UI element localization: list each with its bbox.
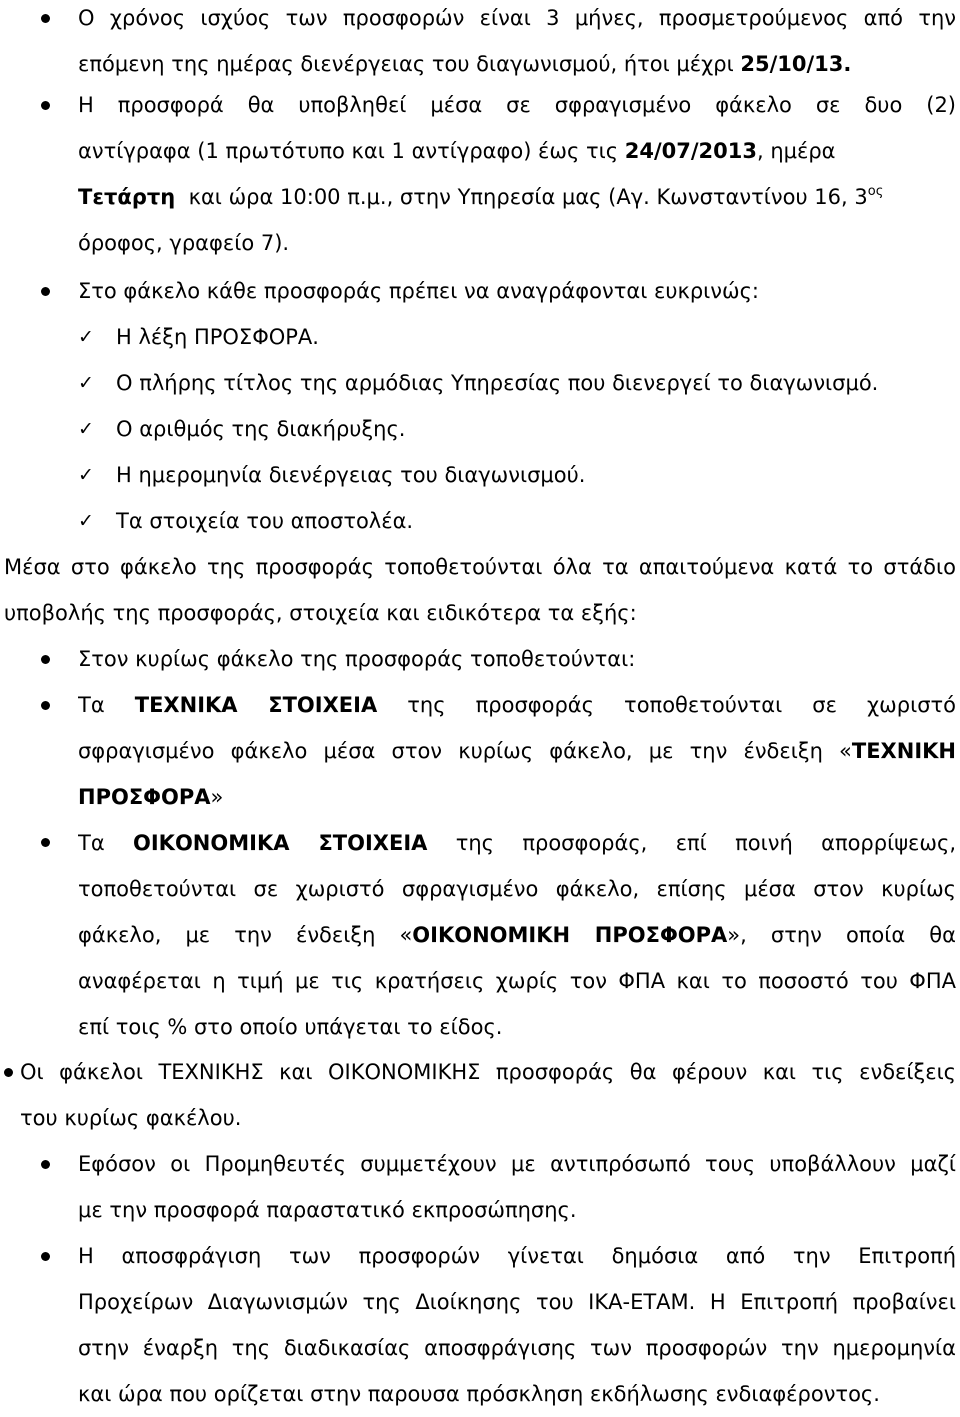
- opening-paragraph: [78, 1233, 956, 1417]
- financial-line-3: φάκελο, με την ένδειξη «ΟΙΚΟΝΟΜΙΚΗ ΠΡΟΣΦΟΡΑ», στην οποία θα: [78, 923, 956, 947]
- check-icon: ✓: [78, 372, 94, 394]
- bullet-icon: [4, 1068, 13, 1077]
- submission-line-1: Η προσφορά θα υποβληθεί μέσα σε σφραγισμένο φάκελο σε δυο (2): [78, 93, 956, 117]
- bullet-icon: [41, 287, 50, 296]
- check-icon: ✓: [78, 418, 94, 440]
- bullet-icon: [41, 701, 50, 710]
- envelopes-note-line-1: Οι φάκελοι ΤΕΧΝΙΚΗΣ και ΟΙΚΟΝΟΜΙΚΗΣ προσφοράς θα φέρουν και τις ενδείξεις: [20, 1060, 956, 1084]
- financial-heading: ΟΙΚΟΝΟΜΙΚΑ ΣΤΟΙΧΕΙΑ: [133, 831, 428, 855]
- bullet-icon: [41, 101, 50, 110]
- technical-paragraph: [78, 682, 956, 820]
- envelopes-note-paragraph: [20, 1049, 956, 1141]
- financial-line-2: τοποθετούνται σε χωριστό σφραγισμένο φάκελο, επίσης μέσα στον κυρίως: [78, 877, 956, 901]
- check-icon: ✓: [78, 464, 94, 486]
- submission-line-3: Τετάρτη και ώρα 10:00 π.μ., στην Υπηρεσία μας (Αγ. Κωνσταντίνου 16, $3^{o\varsigma}$: [78, 184, 884, 209]
- envelope-label-paragraph: [78, 268, 956, 314]
- checklist-item: Η ημερομηνία διενέργειας του διαγωνισμού.: [116, 463, 586, 487]
- bullet-icon: [41, 838, 50, 847]
- checklist-item: Ο αριθμός της διακήρυξης.: [116, 417, 406, 441]
- technical-line-1: Τα ΤΕΧΝΙΚΑ ΣΤΟΙΧΕΙΑ της προσφοράς τοποθετούνται σε χωριστό: [78, 693, 956, 717]
- bullet-icon: [41, 14, 50, 23]
- contents-line-1: Μέσα στο φάκελο της προσφοράς τοποθετούνται όλα τα απαιτούμενα κατά το στάδιο: [4, 555, 956, 579]
- submission-line-4: όροφος, γραφείο 7).: [78, 231, 290, 255]
- contents-paragraph: [4, 544, 956, 636]
- representative-line-2: με την προσφορά παραστατικό εκπροσώπησης.: [78, 1198, 577, 1222]
- opening-line-4: και ώρα που ορίζεται στην παρουσα πρόσκληση εκδήλωσης ενδιαφέροντος.: [78, 1382, 880, 1406]
- submission-line-2: αντίγραφα (1 πρωτότυπο και 1 αντίγραφο) έως τις 24/07/2013, ημέρα: [78, 139, 836, 163]
- financial-paragraph: [78, 820, 956, 1050]
- bullet-icon: [41, 1160, 50, 1169]
- validity-line-2: επόμενη της ημέρας διενέργειας του διαγωνισμού, ήτοι μέχρι 25/10/13.: [78, 52, 852, 76]
- check-icon: ✓: [78, 326, 94, 348]
- representative-paragraph: [78, 1141, 956, 1233]
- validity-line-1: Ο χρόνος ισχύος των προσφορών είναι 3 μήνες, προσμετρούμενος από την: [78, 6, 956, 30]
- financial-line-4: αναφέρεται η τιμή με τις κρατήσεις χωρίς τον ΦΠΑ και το ποσοστό του ΦΠΑ: [78, 969, 956, 993]
- main-envelope-paragraph: [78, 636, 956, 682]
- financial-line-1: Τα ΟΙΚΟΝΟΜΙΚΑ ΣΤΟΙΧΕΙΑ της προσφοράς, επί ποινή απορρίψεως,: [78, 831, 956, 855]
- contents-line-2: υποβολής της προσφοράς, στοιχεία και ειδικότερα τα εξής:: [4, 601, 637, 625]
- technical-line-2: σφραγισμένο φάκελο μέσα στον κυρίως φάκελο, με την ένδειξη «ΤΕΧΝΙΚΗ: [78, 739, 956, 763]
- envelopes-note-line-2: του κυρίως φακέλου.: [20, 1106, 242, 1130]
- opening-line-2: Προχείρων Διαγωνισμών της Διοίκησης του ΙΚΑ-ΕΤΑΜ. Η Επιτροπή προβαίνει: [78, 1290, 956, 1314]
- validity-paragraph: [78, 0, 956, 87]
- checklist-item: Τα στοιχεία του αποστολέα.: [116, 509, 414, 533]
- envelope-label: Στο φάκελο κάθε προσφοράς πρέπει να αναγράφονται ευκρινώς:: [78, 279, 760, 303]
- technical-line-3: ΠΡΟΣΦΟΡΑ»: [78, 785, 224, 809]
- check-icon: ✓: [78, 510, 94, 532]
- submission-date: 24/07/2013: [624, 139, 757, 163]
- validity-date: 25/10/13.: [740, 52, 852, 76]
- financial-line-5: επί τοις % στο οποίο υπάγεται το είδος.: [78, 1015, 503, 1039]
- submission-day: Τετάρτη: [78, 185, 176, 209]
- bullet-icon: [41, 1252, 50, 1261]
- submission-paragraph: [78, 82, 956, 266]
- representative-line-1: Εφόσον οι Προμηθευτές συμμετέχουν με αντιπρόσωπό τους υποβάλλουν μαζί: [78, 1152, 956, 1176]
- checklist-item: Η λέξη ΠΡΟΣΦΟΡΑ.: [116, 325, 319, 349]
- bullet-icon: [41, 655, 50, 664]
- main-envelope-line: Στον κυρίως φάκελο της προσφοράς τοποθετούνται:: [78, 647, 636, 671]
- technical-heading: ΤΕΧΝΙΚΑ ΣΤΟΙΧΕΙΑ: [134, 693, 378, 717]
- opening-line-1: Η αποσφράγιση των προσφορών γίνεται δημόσια από την Επιτροπή: [78, 1244, 956, 1268]
- checklist-item: Ο πλήρης τίτλος της αρμόδιας Υπηρεσίας που διενεργεί το διαγωνισμό.: [116, 371, 879, 395]
- opening-line-3: στην έναρξη της διαδικασίας αποσφράγισης των προσφορών την ημερομηνία: [78, 1336, 956, 1360]
